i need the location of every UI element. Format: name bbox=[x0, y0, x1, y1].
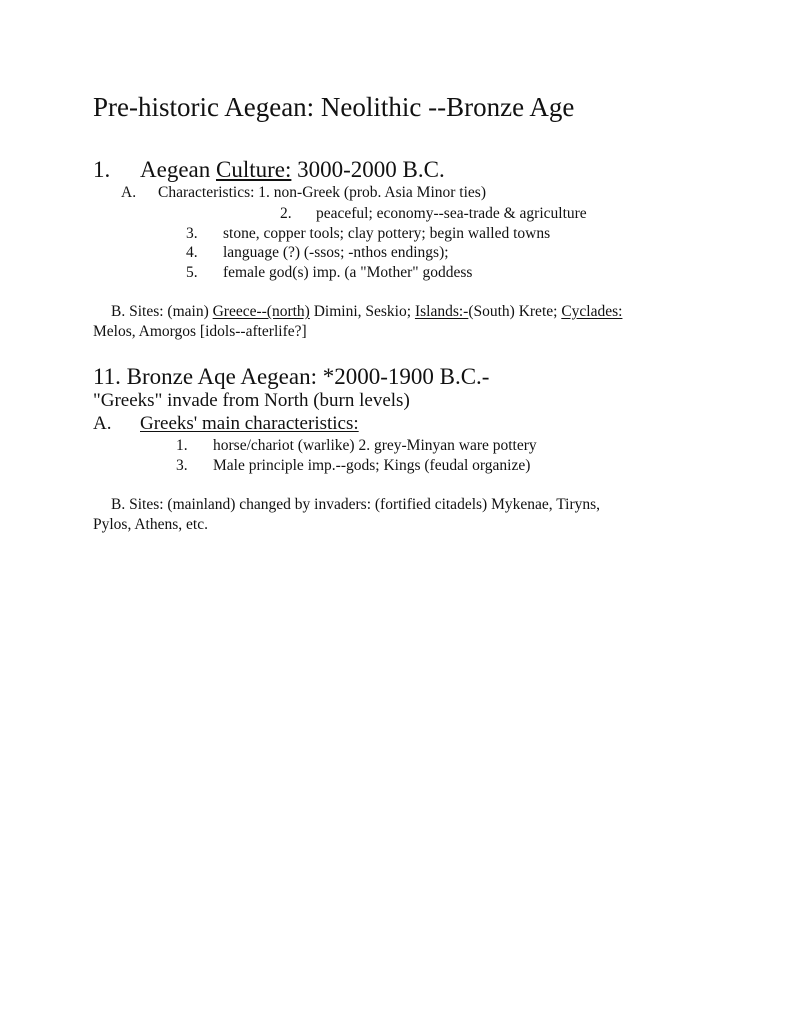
section2-subheading: "Greeks" invade from North (burn levels) bbox=[93, 390, 410, 411]
underlined-term: Cyclades: bbox=[561, 303, 623, 320]
list-item-number: 2. bbox=[280, 205, 292, 222]
list-item-text: peaceful; economy--sea-trade & agriculture bbox=[316, 205, 587, 222]
section1-heading-plain: Aegean bbox=[140, 157, 216, 182]
list-item-text: stone, copper tools; clay pottery; begin walled towns bbox=[223, 225, 551, 242]
section1-heading-rest: 3000-2000 B.C. bbox=[291, 157, 445, 182]
section1-number: 1. bbox=[93, 157, 111, 182]
section1-B-line1: B. Sites: (main) Greece--(north) Dimini, Seskio; Islands:-(South) Krete; Cyclades: bbox=[111, 303, 623, 320]
list-item-number: 3. bbox=[176, 457, 188, 474]
list-item-number: 3. bbox=[186, 225, 198, 242]
list-item-number: 4. bbox=[186, 244, 198, 261]
section1-heading-underlined: Culture: bbox=[216, 157, 292, 182]
list-item-text: horse/chariot (warlike) 2. grey-Minyan ware pottery bbox=[213, 437, 537, 454]
underlined-term: Greeks' main characteristics: bbox=[140, 413, 359, 434]
section1-A-letter: A. bbox=[121, 184, 137, 201]
underlined-term: Greece--(north) bbox=[212, 303, 310, 320]
section1-heading bbox=[140, 157, 445, 183]
section1-B-line2: Melos, Amorgos [idols--afterlife?] bbox=[93, 323, 307, 340]
section2-A-text bbox=[140, 413, 359, 435]
list-item-number: 5. bbox=[186, 264, 198, 281]
underlined-term: Islands:- bbox=[414, 303, 469, 320]
page-title: Pre-historic Aegean: Neolithic --Bronze Age bbox=[93, 92, 575, 122]
list-item-text: Male principle imp.--gods; Kings (feudal organize) bbox=[213, 457, 531, 474]
list-item-text: language (?) (-ssos; -nthos endings); bbox=[223, 244, 449, 261]
section2-heading: 11. Bronze Aqe Aegean: *2000-1900 B.C.- bbox=[93, 364, 490, 389]
section1-A-text: Characteristics: 1. non-Greek (prob. Asia Minor ties) bbox=[158, 184, 486, 201]
section2-A-letter: A. bbox=[93, 413, 112, 434]
list-item-text: female god(s) imp. (a "Mother" goddess bbox=[223, 264, 473, 281]
section2-B-line2: Pylos, Athens, etc. bbox=[93, 516, 208, 533]
list-item-number: 1. bbox=[176, 437, 188, 454]
section2-B-line1: B. Sites: (mainland) changed by invaders: (fortified citadels) Mykenae, Tiryns, bbox=[111, 496, 601, 513]
